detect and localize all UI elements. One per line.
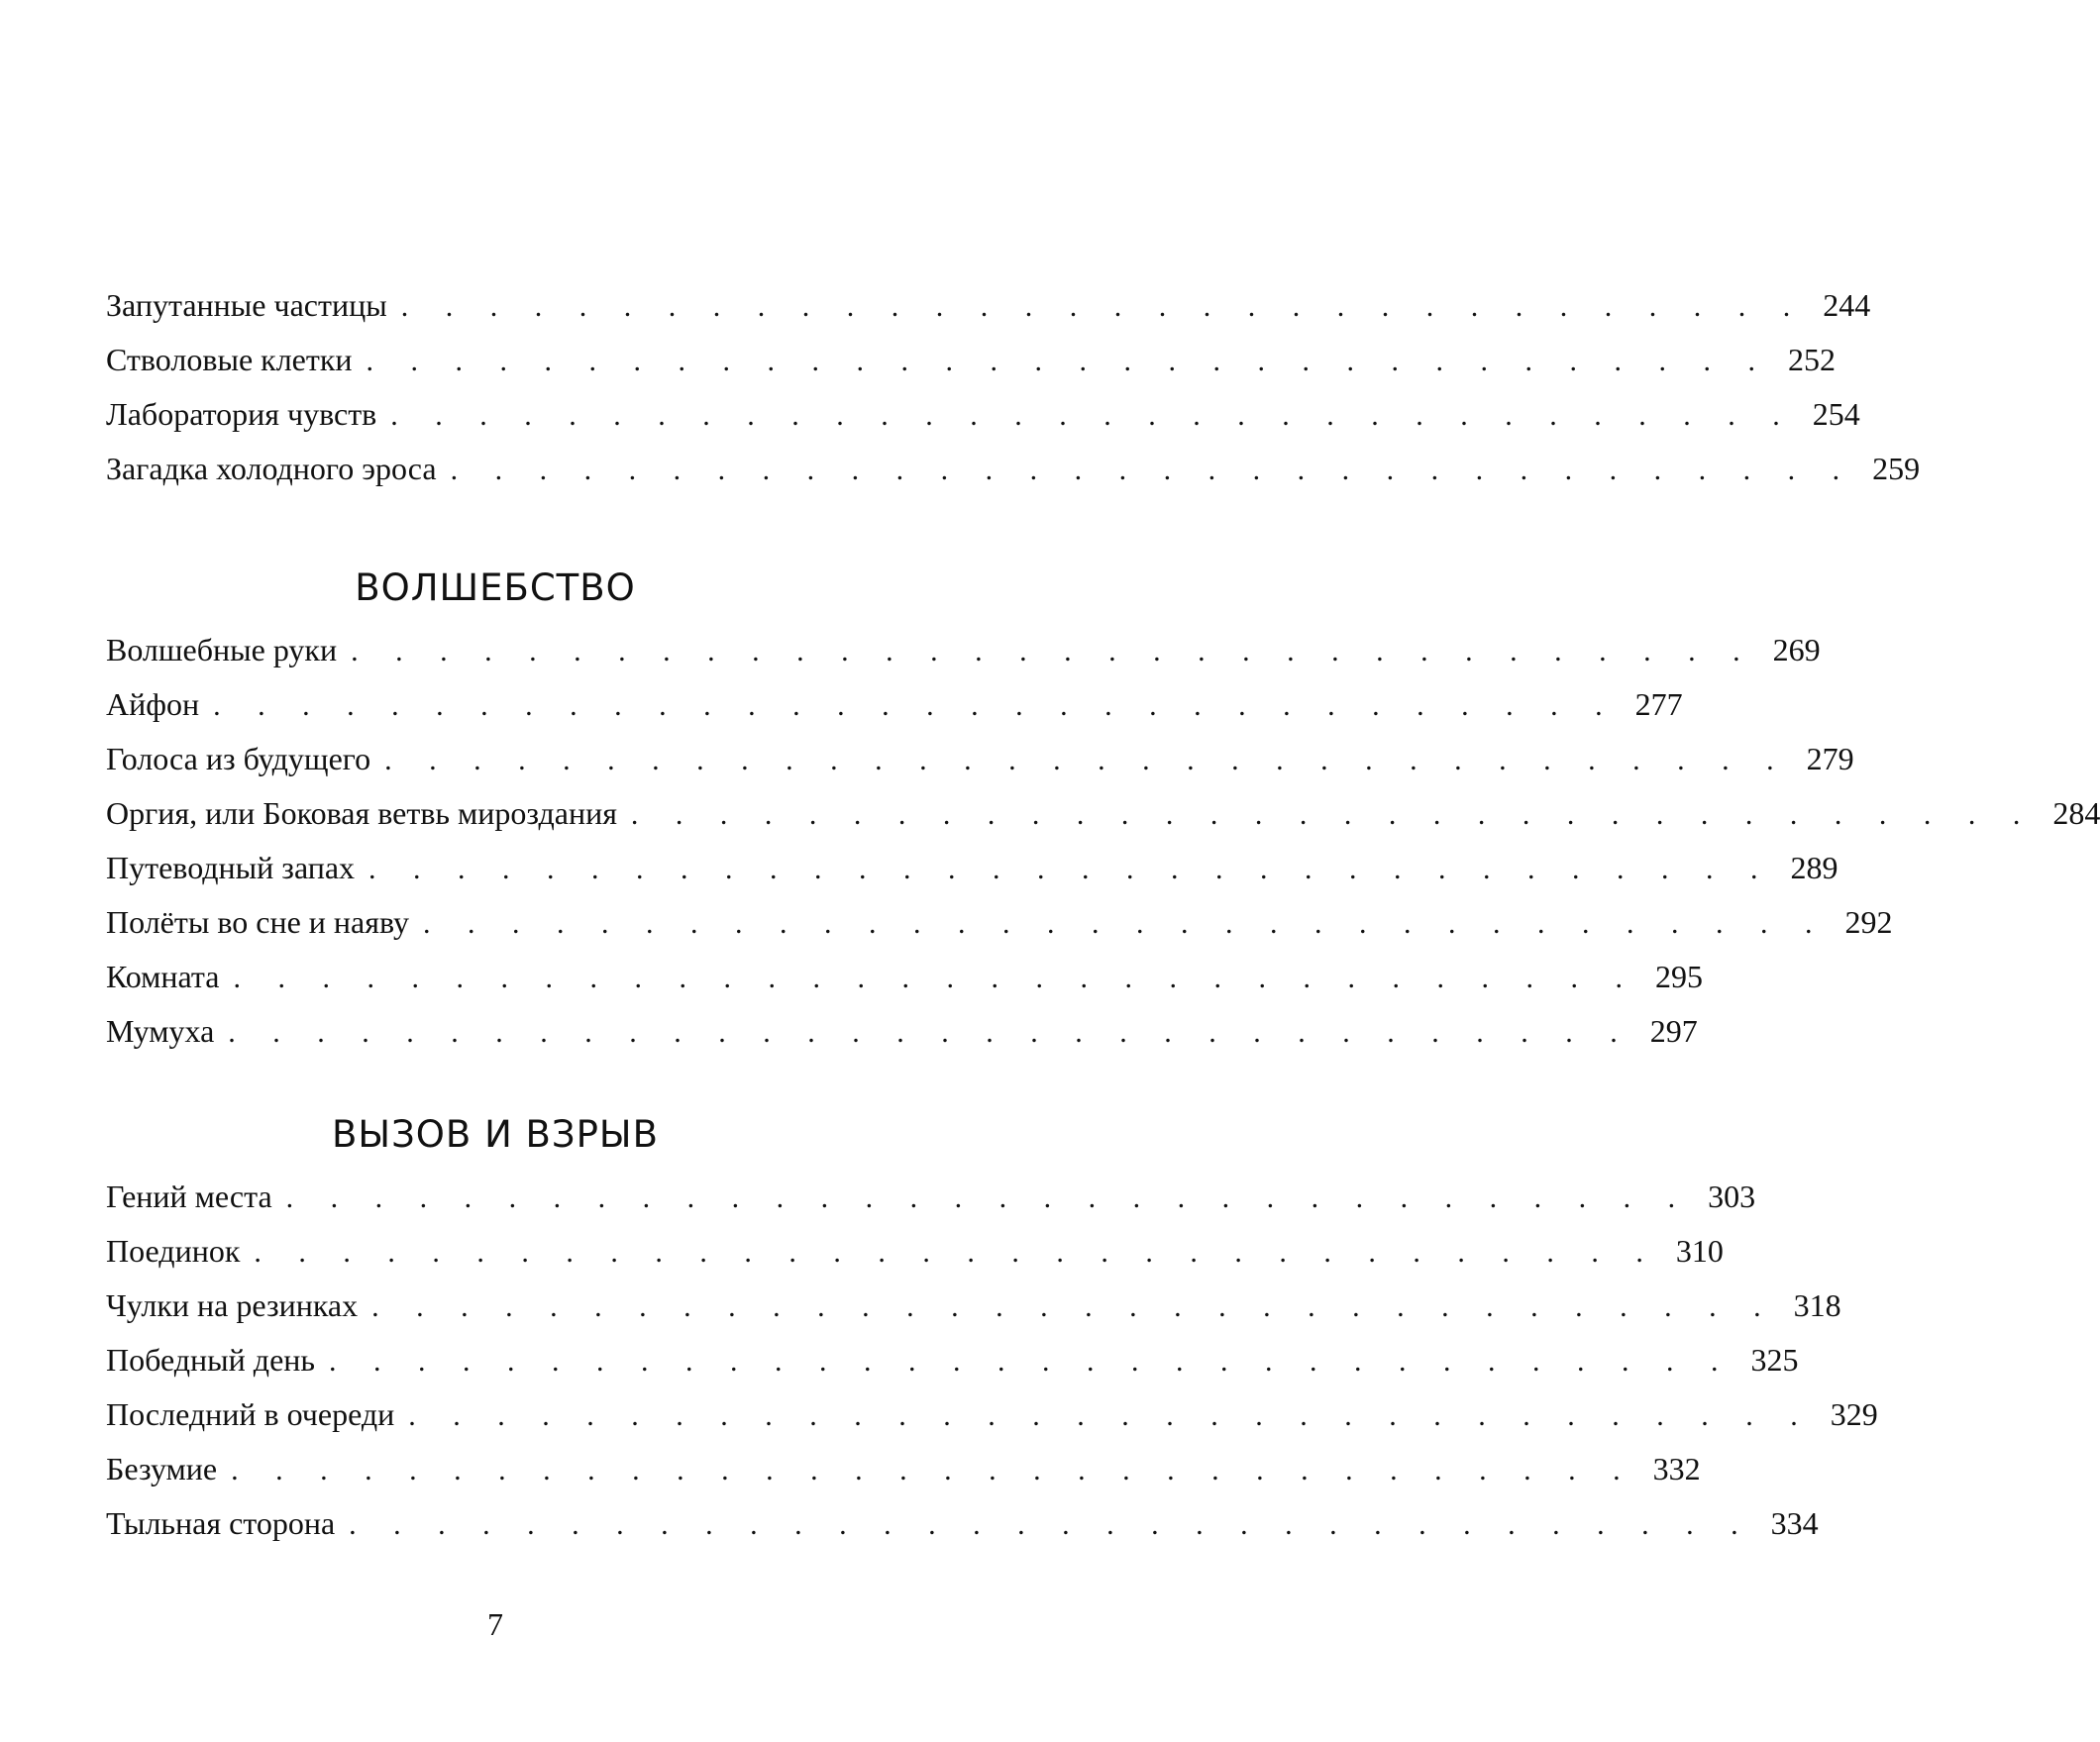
toc-entry-title: Комната <box>106 959 220 994</box>
toc-entry <box>106 686 1683 741</box>
dot-leader: . . . . . . . . . . . . . . . . . . . . . . . . . . . . . . . . <box>366 345 1771 377</box>
toc-entry-title: Безумие <box>106 1451 218 1486</box>
toc-entry-page: 325 <box>1750 1342 1799 1378</box>
toc-entry-title: Айфон <box>106 686 200 722</box>
toc-entry-page: 277 <box>1634 686 1683 722</box>
dot-leader: . . . . . . . . . . . . . . . . . . . . . . . . . . . . . . . . <box>349 1508 1753 1541</box>
section-heading-volshebstvo: ВОЛШЕБСТВО <box>355 566 636 609</box>
toc-entry <box>106 632 1821 686</box>
dot-leader: . . . . . . . . . . . . . . . . . . . . . . . . . . . . . . . . <box>384 744 1789 776</box>
toc-entry-page: 252 <box>1788 342 1837 377</box>
toc-entry-page: 279 <box>1806 741 1854 776</box>
toc-entry-title: Запутанные частицы <box>106 287 387 323</box>
toc-entry-title: Лаборатория чувств <box>106 396 377 432</box>
dot-leader: . . . . . . . . . . . . . . . . . . . . . . . . . . . . . . . . <box>400 290 1806 323</box>
dot-leader: . . . . . . . . . . . . . . . . . . . . . . . . . . . . . . . . <box>371 1290 1776 1323</box>
toc-entry-page: 292 <box>1844 904 1893 940</box>
toc-entry-title: Последний в очереди <box>106 1396 395 1432</box>
toc-entry-title: Тыльная сторона <box>106 1505 336 1541</box>
toc-entry-page: 295 <box>1654 959 1703 994</box>
toc-entry-page: 329 <box>1830 1396 1878 1432</box>
dot-leader: . . . . . . . . . . . . . . . . . . . . . . . . . . . . . . . . <box>450 454 1855 486</box>
toc-entry-page: 269 <box>1772 632 1821 667</box>
toc-section-volshebstvo <box>106 632 2100 1068</box>
toc-entry <box>106 959 1703 1013</box>
dot-leader: . . . . . . . . . . . . . . . . . . . . . . . . . . . . . . . . <box>630 798 2036 831</box>
toc-entry <box>106 287 1871 342</box>
toc-entry-title: Полёты во сне и наяву <box>106 904 409 940</box>
toc-entry <box>106 342 1837 396</box>
toc-entry <box>106 1505 1819 1560</box>
toc-entry <box>106 1287 1841 1342</box>
toc-entry <box>106 795 2100 850</box>
toc-entry-page: 289 <box>1790 850 1838 885</box>
toc-entry-title: Победный день <box>106 1342 315 1378</box>
toc-entry-title: Путеводный запах <box>106 850 356 885</box>
toc-entry-page: 318 <box>1793 1287 1841 1323</box>
toc-entry-page: 259 <box>1872 451 1921 486</box>
dot-leader: . . . . . . . . . . . . . . . . . . . . . . . . . . . . . . . . <box>368 853 1773 885</box>
toc-entry-title: Загадка холодного эроса <box>106 451 437 486</box>
toc-entry <box>106 1233 1724 1287</box>
toc-entry-title: Мумуха <box>106 1013 215 1049</box>
toc-entry <box>106 1396 1878 1451</box>
toc-entry-title: Стволовые клетки <box>106 342 353 377</box>
toc-entry-page: 334 <box>1770 1505 1819 1541</box>
toc-entry <box>106 1451 1701 1505</box>
dot-leader: . . . . . . . . . . . . . . . . . . . . . . . . . . . . . . . . <box>233 962 1637 994</box>
toc-entry-page: 310 <box>1675 1233 1724 1269</box>
toc-entry <box>106 1342 1799 1396</box>
dot-leader: . . . . . . . . . . . . . . . . . . . . . . . . . . . . . . . . <box>231 1454 1635 1486</box>
toc-entry <box>106 451 1921 505</box>
dot-leader: . . . . . . . . . . . . . . . . . . . . . . . . . . . . . . . . <box>390 399 1795 432</box>
toc-entry-title: Поединок <box>106 1233 241 1269</box>
toc-entry-title: Голоса из будущего <box>106 741 371 776</box>
toc-entry <box>106 1178 1756 1233</box>
toc-entry-page: 297 <box>1649 1013 1698 1049</box>
toc-entry-title: Волшебные руки <box>106 632 338 667</box>
dot-leader: . . . . . . . . . . . . . . . . . . . . . . . . . . . . . . . . <box>228 1016 1632 1049</box>
toc-section-continued <box>106 287 1921 505</box>
dot-leader: . . . . . . . . . . . . . . . . . . . . . . . . . . . . . . . . <box>408 1399 1813 1432</box>
toc-entry-title: Чулки на резинках <box>106 1287 359 1323</box>
page-number: 7 <box>487 1606 503 1642</box>
toc-entry <box>106 850 1838 904</box>
section-heading-vyzov-i-vzryv: ВЫЗОВ И ВЗРЫВ <box>332 1113 659 1156</box>
toc-entry-page: 244 <box>1823 287 1871 323</box>
toc-entry <box>106 741 1854 795</box>
toc-entry <box>106 396 1860 451</box>
toc-entry-page: 254 <box>1812 396 1860 432</box>
toc-entry-title: Оргия, или Боковая ветвь мироздания <box>106 795 617 831</box>
toc-entry-page: 284 <box>2052 795 2100 831</box>
toc-entry-title: Гений места <box>106 1178 272 1214</box>
toc-entry <box>106 1013 1698 1068</box>
toc-entry-page: 303 <box>1708 1178 1756 1214</box>
dot-leader: . . . . . . . . . . . . . . . . . . . . . . . . . . . . . . . . <box>328 1345 1733 1378</box>
toc-entry <box>106 904 1893 959</box>
dot-leader: . . . . . . . . . . . . . . . . . . . . . . . . . . . . . . . . <box>422 907 1828 940</box>
toc-section-vyzov-i-vzryv <box>106 1178 1878 1560</box>
toc-entry-page: 332 <box>1652 1451 1701 1486</box>
dot-leader: . . . . . . . . . . . . . . . . . . . . . . . . . . . . . . . . <box>213 689 1618 722</box>
dot-leader: . . . . . . . . . . . . . . . . . . . . . . . . . . . . . . . . <box>254 1236 1658 1269</box>
dot-leader: . . . . . . . . . . . . . . . . . . . . . . . . . . . . . . . . <box>351 635 1755 667</box>
dot-leader: . . . . . . . . . . . . . . . . . . . . . . . . . . . . . . . . <box>285 1181 1691 1214</box>
